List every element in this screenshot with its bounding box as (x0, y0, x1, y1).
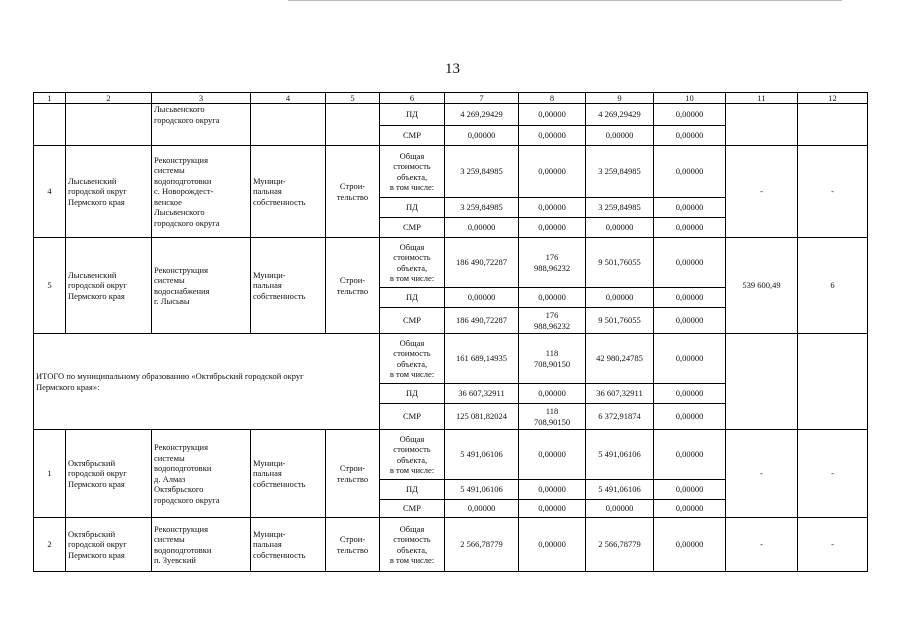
cell-value: 0,00000 (519, 198, 586, 218)
header-cell: 4 (251, 93, 326, 104)
cell-work (326, 104, 380, 146)
cell-col12: - (798, 430, 868, 518)
cell-value: 5 491,06106 (445, 480, 519, 500)
cell-owner: Муници- пальная собственность (251, 238, 326, 334)
cell-value: 0,00000 (586, 500, 654, 518)
cell-value: 0,00000 (445, 500, 519, 518)
cell-value: 36 607,32911 (586, 384, 654, 404)
cell-col11: - (726, 146, 798, 238)
cell-value: 0,00000 (445, 126, 519, 146)
cell-col12: - (798, 518, 868, 572)
cell-object: Реконструкция системы водоснабжения г. Лысьвы (152, 238, 251, 334)
table-row-total (34, 334, 868, 384)
cell-value: 0,00000 (654, 308, 726, 334)
cell-value: 0,00000 (519, 480, 586, 500)
header-cell: 5 (326, 93, 380, 104)
cell-value: 0,00000 (654, 500, 726, 518)
cell-district (66, 104, 152, 146)
cell-cost-type: ПД (380, 198, 445, 218)
cell-value: 2 566,78779 (445, 518, 519, 572)
cell-value: 5 491,06106 (445, 430, 519, 480)
cell-num: 2 (34, 518, 66, 572)
cell-value: 0,00000 (519, 104, 586, 126)
cell-value: 0,00000 (445, 218, 519, 238)
cell-value: 0,00000 (445, 288, 519, 308)
cell-num: 1 (34, 430, 66, 518)
cell-owner: Муници- пальная собственность (251, 146, 326, 238)
cell-value: 0,00000 (654, 238, 726, 288)
cell-value: 118 708,90150 (519, 334, 586, 384)
cell-cost-type: СМР (380, 404, 445, 430)
cell-num (34, 104, 66, 146)
cell-cost-type: СМР (380, 500, 445, 518)
cell-value: 3 259,84985 (586, 146, 654, 198)
cell-value: 125 081,82024 (445, 404, 519, 430)
cell-value: 186 490,72287 (445, 308, 519, 334)
cell-value: 0,00000 (654, 334, 726, 384)
header-cell: 6 (380, 93, 445, 104)
header-cell: 10 (654, 93, 726, 104)
cell-cost-type: Общая стоимость объекта, в том числе: (380, 146, 445, 198)
budget-table (33, 92, 868, 572)
cell-cost-type: Общая стоимость объекта, в том числе: (380, 238, 445, 288)
cell-value: 9 501,76055 (586, 238, 654, 288)
cell-work: Строи- тельство (326, 518, 380, 572)
cell-value: 176 988,96232 (519, 238, 586, 288)
cell-value: 176 988,96232 (519, 308, 586, 334)
cell-work: Строи- тельство (326, 430, 380, 518)
cell-value: 0,00000 (586, 288, 654, 308)
cell-value: 0,00000 (519, 288, 586, 308)
cell-value: 5 491,06106 (586, 430, 654, 480)
header-cell: 7 (445, 93, 519, 104)
cell-value: 0,00000 (519, 146, 586, 198)
table-row (34, 146, 868, 198)
cell-object: Реконструкция системы водоподготовки с. Новорождест- венское Лысьвенского городского округа (152, 146, 251, 238)
cell-cost-type: Общая стоимость объекта, в том числе: (380, 430, 445, 480)
cell-value: 0,00000 (654, 126, 726, 146)
cell-col11 (726, 104, 798, 146)
header-cell: 11 (726, 93, 798, 104)
cell-num: 5 (34, 238, 66, 334)
cell-district: Октябрьский городской округ Пермского края (66, 518, 152, 572)
cell-value: 0,00000 (519, 126, 586, 146)
cell-value: 0,00000 (654, 480, 726, 500)
cell-value: 0,00000 (654, 218, 726, 238)
header-cell: 2 (66, 93, 152, 104)
header-cell: 3 (152, 93, 251, 104)
cell-value: 0,00000 (654, 430, 726, 480)
cell-value: 0,00000 (654, 198, 726, 218)
cell-col11: - (726, 430, 798, 518)
cell-value: 3 259,84985 (586, 198, 654, 218)
cell-value: 9 501,76055 (586, 308, 654, 334)
cell-owner: Муници- пальная собственность (251, 518, 326, 572)
cell-value: 0,00000 (519, 218, 586, 238)
table-row (34, 518, 868, 572)
cell-col12 (798, 334, 868, 430)
cell-owner (251, 104, 326, 146)
cell-value: 0,00000 (654, 518, 726, 572)
cell-value: 186 490,72287 (445, 238, 519, 288)
cell-cost-type: ПД (380, 480, 445, 500)
cell-col12: 6 (798, 238, 868, 334)
cell-value: 0,00000 (519, 500, 586, 518)
cell-cost-type: ПД (380, 104, 445, 126)
cell-cost-type: СМР (380, 218, 445, 238)
cell-value: 0,00000 (654, 104, 726, 126)
cell-value: 4 269,29429 (445, 104, 519, 126)
cell-value: 0,00000 (654, 146, 726, 198)
cell-value: 3 259,84985 (445, 198, 519, 218)
cell-cost-type: СМР (380, 126, 445, 146)
cell-value: 0,00000 (586, 218, 654, 238)
header-cell: 9 (586, 93, 654, 104)
cell-value: 42 980,24785 (586, 334, 654, 384)
cell-value: 36 607,32911 (445, 384, 519, 404)
cell-owner: Муници- пальная собственность (251, 430, 326, 518)
cell-work: Строи- тельство (326, 238, 380, 334)
table-row (34, 238, 868, 288)
cell-value: 118 708,90150 (519, 404, 586, 430)
cell-cost-type: Общая стоимость объекта, в том числе: (380, 518, 445, 572)
cell-value: 0,00000 (654, 404, 726, 430)
cell-num: 4 (34, 146, 66, 238)
cell-col12 (798, 104, 868, 146)
cell-value: 0,00000 (654, 288, 726, 308)
cell-value: 161 689,14935 (445, 334, 519, 384)
cell-value: 4 269,29429 (586, 104, 654, 126)
cell-object: Реконструкция системы водоподготовки д. Алмаз Октябрьского городского округа (152, 430, 251, 518)
cell-col11: - (726, 518, 798, 572)
cell-col11 (726, 334, 798, 430)
top-rule (288, 0, 842, 1)
cell-value: 0,00000 (519, 430, 586, 480)
cell-value: 5 491,06106 (586, 480, 654, 500)
cell-value: 0,00000 (519, 518, 586, 572)
cell-district: Лысьвенский городской округ Пермского края (66, 238, 152, 334)
itogo-label: ИТОГО по муниципальному образованию «Октябрьский городской округ Пермского края»: (34, 334, 380, 430)
cell-district: Лысьвенский городской округ Пермского края (66, 146, 152, 238)
table-row (34, 104, 868, 126)
cell-cost-type: Общая стоимость объекта, в том числе: (380, 334, 445, 384)
cell-value: 0,00000 (586, 126, 654, 146)
cell-col12: - (798, 146, 868, 238)
page-number: 13 (445, 61, 460, 77)
header-cell: 8 (519, 93, 586, 104)
cell-work: Строи- тельство (326, 146, 380, 238)
header-row (34, 93, 868, 104)
cell-value: 0,00000 (654, 384, 726, 404)
cell-district: Октябрьский городской округ Пермского края (66, 430, 152, 518)
header-cell: 1 (34, 93, 66, 104)
cell-col11: 539 600,49 (726, 238, 798, 334)
cell-object: Реконструкция системы водоподготовки п. Зуевский (152, 518, 251, 572)
cell-cost-type: ПД (380, 288, 445, 308)
cell-value: 3 259,84985 (445, 146, 519, 198)
table-row (34, 430, 868, 480)
header-cell: 12 (798, 93, 868, 104)
cell-cost-type: ПД (380, 384, 445, 404)
cell-value: 2 566,78779 (586, 518, 654, 572)
cell-object: Лысьвенского городского округа (152, 104, 251, 146)
cell-cost-type: СМР (380, 308, 445, 334)
cell-value: 6 372,91874 (586, 404, 654, 430)
cell-value: 0,00000 (519, 384, 586, 404)
